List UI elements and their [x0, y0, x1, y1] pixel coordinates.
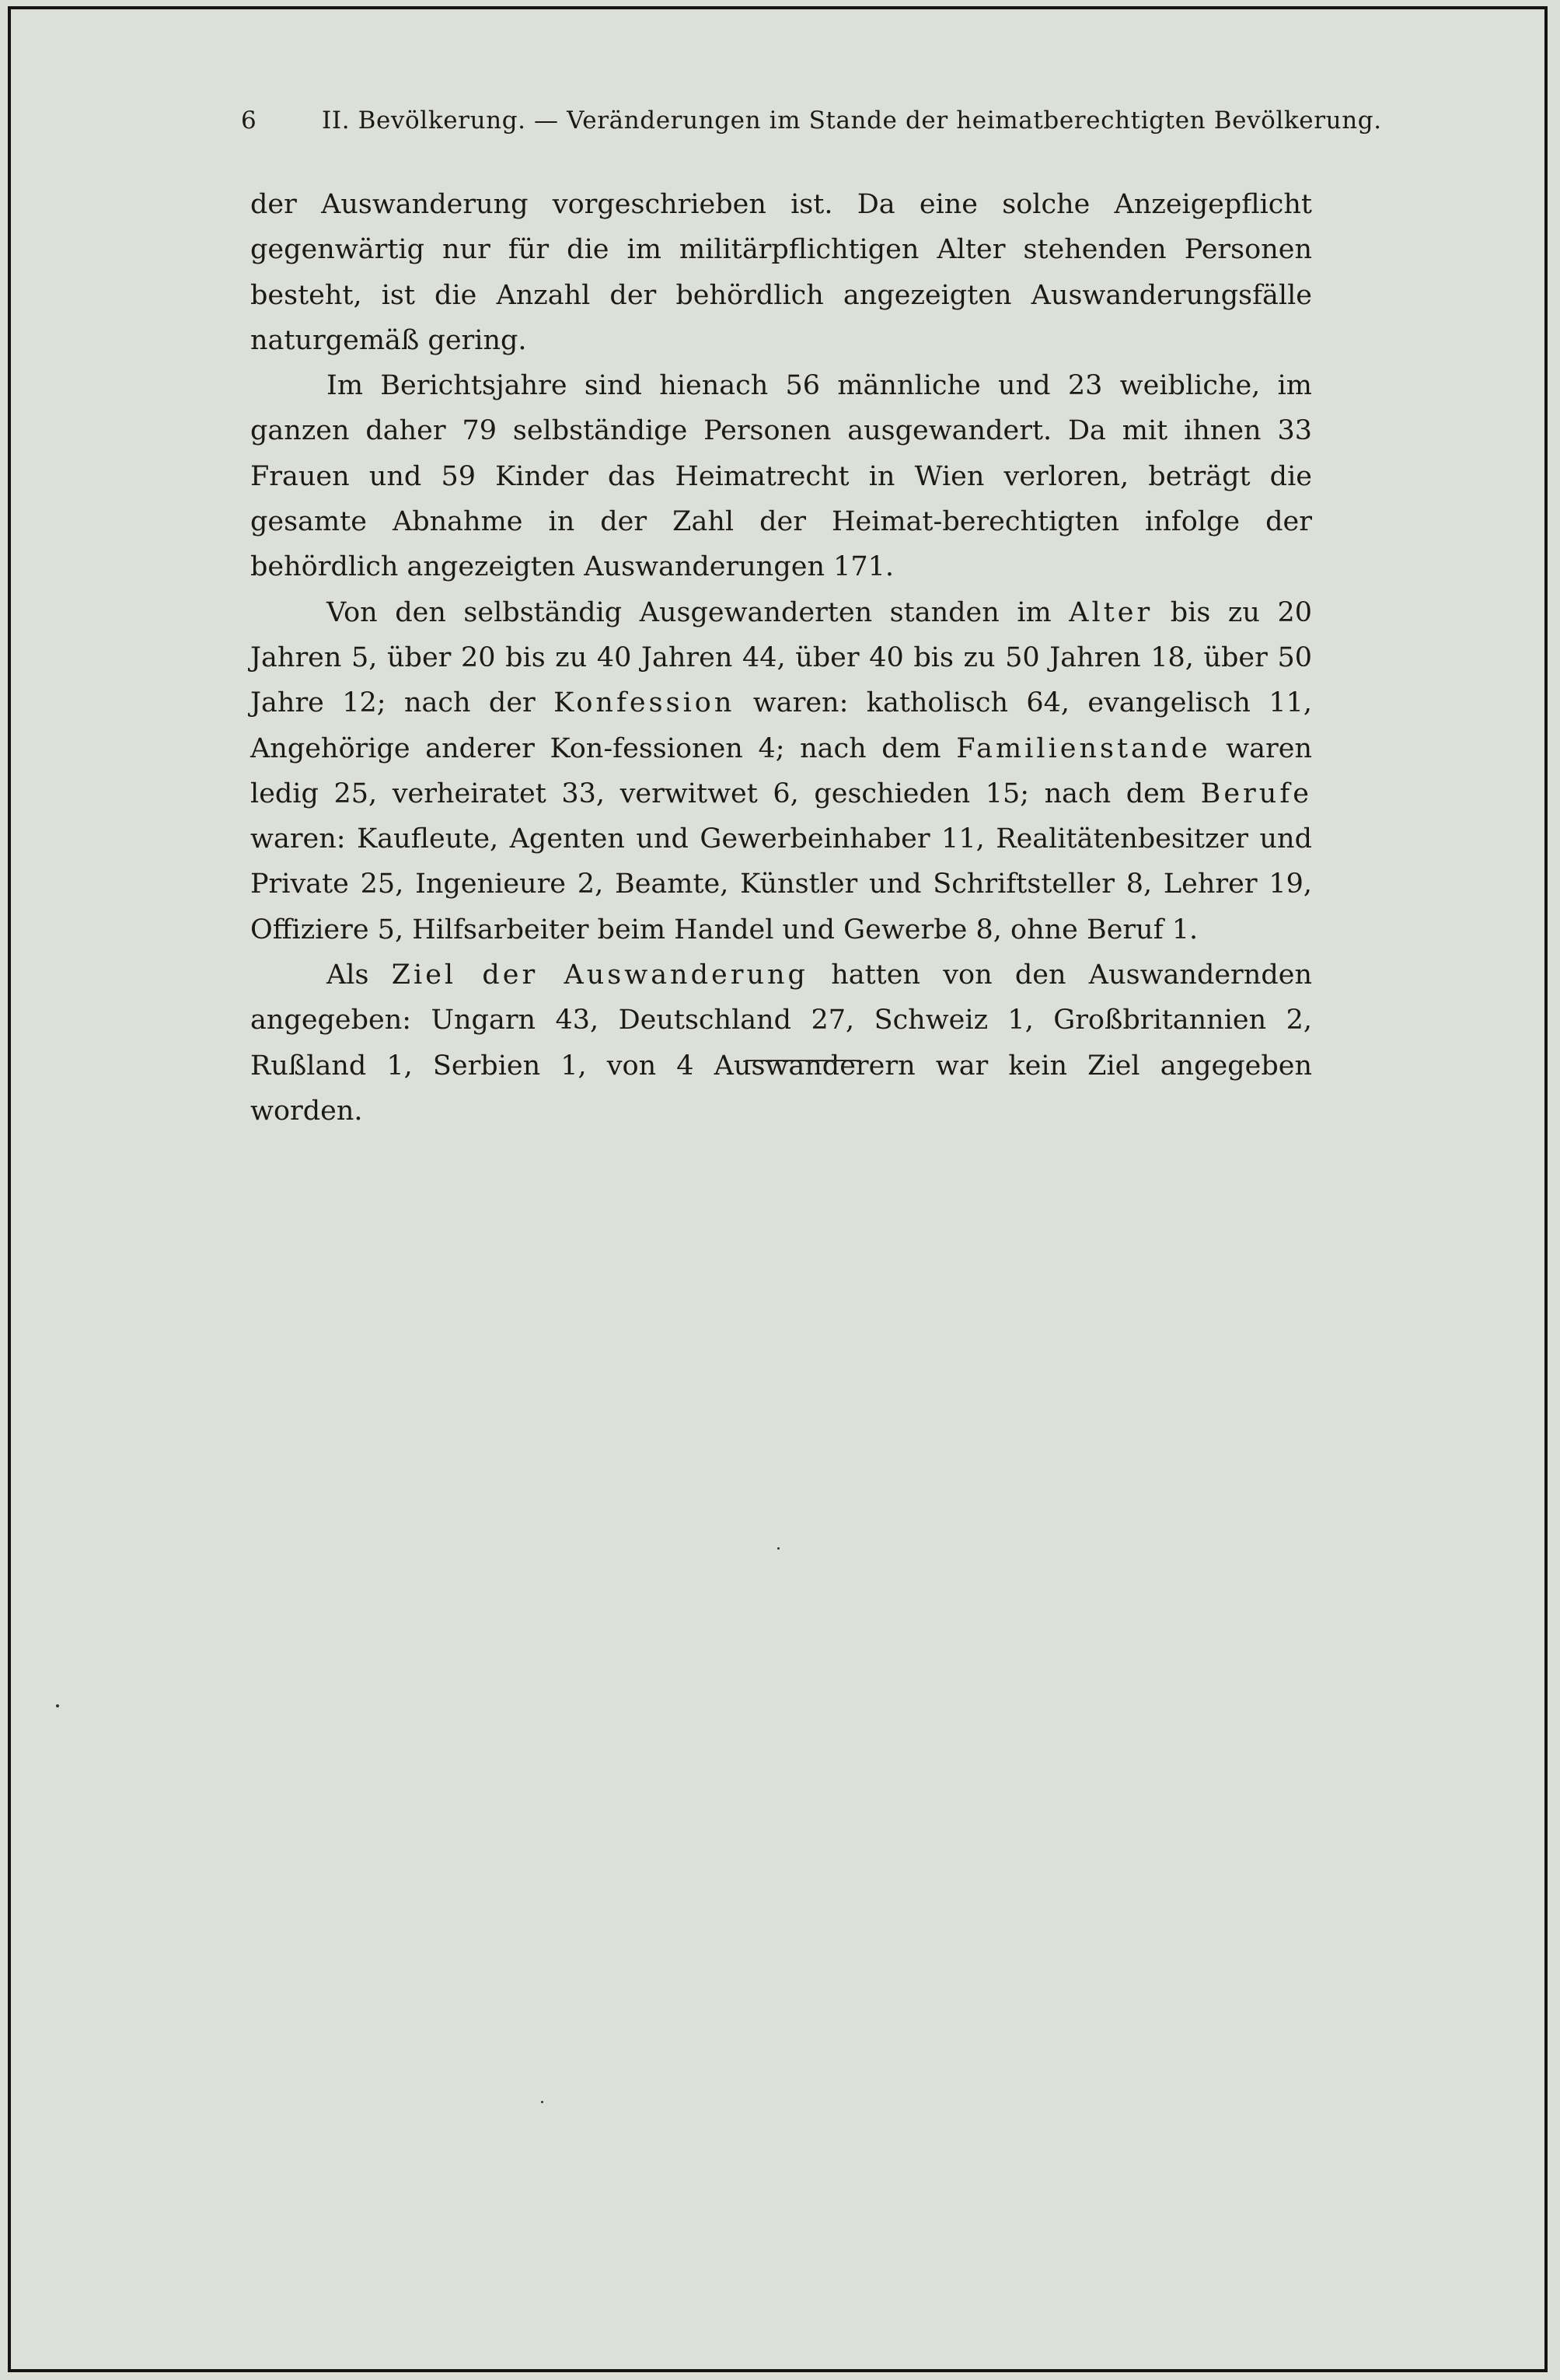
paper-speck: [56, 1704, 59, 1707]
paper-speck: [777, 1547, 780, 1550]
breakdown-text-1: Von den selbständig Ausgewanderten standen im: [326, 596, 1070, 628]
keyword-familienstand: Familienstande: [956, 732, 1211, 764]
paragraph-emigration-reporting: der Auswanderung vorgeschrieben ist. Da eine solche Anzeigepflicht gegenwärtig nur für die im militärpflichtigen Alter stehenden Personen besteht, ist die Anzahl der behördlich angezeigten Auswanderungsfälle naturgemäß gering.: [250, 189, 1312, 356]
destinations-text-2: hatten von den Auswandernden angegeben: Ungarn 43, Deutschland 27, Schweiz 1, Großbritannien 2, Rußland 1, Serbien 1, von 4 Auswanderern war kein Ziel angegeben worden.: [250, 959, 1312, 1127]
document-page: [8, 6, 1548, 2372]
paragraph-emigrant-breakdown: [250, 590, 1312, 952]
breakdown-text-4: waren ledig 25, verheiratet 33, verwitwet 6, geschieden 15; nach dem: [250, 732, 1313, 809]
paper-speck: [541, 2101, 543, 2103]
keyword-alter: Alter: [1069, 596, 1153, 628]
running-title: II. Bevölkerung. — Veränderungen im Stande der heimatberechtigten Bevölkerung.: [322, 107, 1382, 135]
keyword-konfession: Konfession: [553, 687, 735, 719]
section-separator-rule: [745, 1060, 860, 1061]
page-number: 6: [241, 107, 257, 135]
paragraph-emigration-totals: Im Berichtsjahre sind hienach 56 männliche und 23 weibliche, im ganzen daher 79 selbständige Personen ausgewandert. Da mit ihnen 33 Frauen und 59 Kinder das Heimatrecht in Wien verloren, beträgt die gesamte Abnahme in der Zahl der Heimat-berechtigten infolge der behördlich angezeigten Auswanderungen 171.: [250, 370, 1312, 583]
paragraph-emigration-destinations: [250, 952, 1312, 1134]
breakdown-text-5: waren: Kaufleute, Agenten und Gewerbeinhaber 11, Realitätenbesitzer und Private 25, Ingenieure 2, Beamte, Künstler und Schriftsteller 8, Lehrer 19, Offiziere 5, Hilfsarbeiter beim Handel und Gewerbe 8, ohne Beruf 1.: [250, 823, 1312, 945]
running-head: [241, 101, 1382, 140]
body-text: [250, 182, 1312, 1134]
keyword-ziel: Ziel der Auswanderung: [391, 959, 808, 991]
destinations-text-1: Als: [326, 959, 392, 991]
breakdown-text-3: waren: katholisch 64, evangelisch 11, Angehörige anderer Kon-fessionen 4; nach dem: [250, 687, 1312, 764]
keyword-beruf: Berufe: [1200, 778, 1312, 809]
breakdown-text-2: bis zu 20 Jahren 5, über 20 bis zu 40 Jahren 44, über 40 bis zu 50 Jahren 18, über 50 Jahre 12; nach der: [250, 596, 1312, 719]
